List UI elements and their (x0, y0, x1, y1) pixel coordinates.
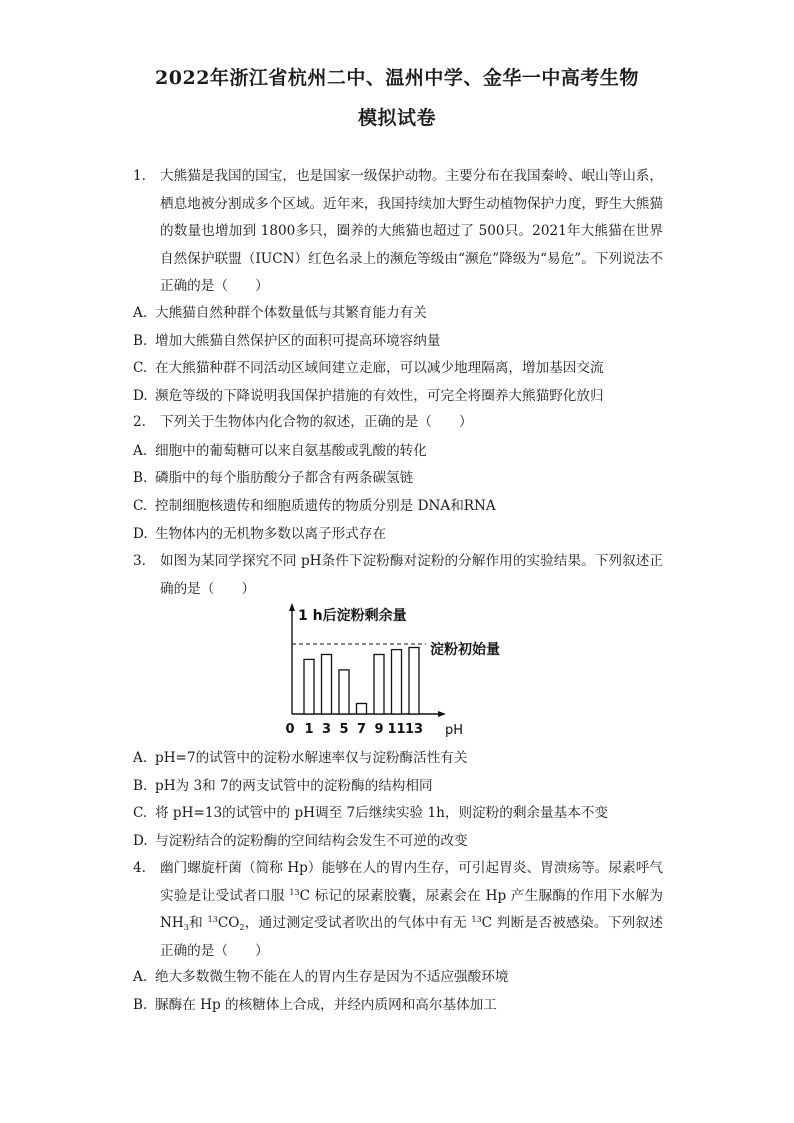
q1-option-d: D. 濒危等级的下降说明我国保护措施的有效性，可完全将圈养大熊猫野化放归 (133, 388, 604, 404)
question-stem: 下列关于生物体内化合物的叙述，正确的是（ ） (160, 414, 473, 430)
x-tick-label: 7 (356, 722, 367, 737)
q1-option-b: B. 增加大熊猫自然保护区的面积可提高环境容纳量 (133, 333, 441, 349)
question-3 (133, 548, 663, 603)
bar-ph-3 (322, 655, 332, 715)
bar-ph-7 (357, 704, 367, 715)
x-tick-label: 3 (321, 722, 332, 737)
x-tick-label: 13 (404, 722, 424, 737)
q4-option-b: B. 脲酶在 Hp 的核糖体上合成，并经内质网和高尔基体加工 (133, 997, 497, 1013)
initial-amount-label: 淀粉初始量 (430, 642, 500, 658)
x-tick-label: 1 (304, 722, 314, 737)
y-axis-arrow (289, 603, 295, 611)
x-axis-arrow (438, 711, 446, 717)
question-stem: 幽门螺旋杆菌（简称 Hp）能够在人的胃内生存，可引起胃炎、胃溃疡等。尿素呼气实验是让受试者口服 $^{13}$C 标记的尿素胶囊，尿素会在 Hp 产生脲酶的作用下水解为 $NH_3$和 $^{13}CO_2$，通过测定受试者吹出的气体中有无 $^{13}$C 判断是否被感染。下列叙述正确的是（ ） (160, 860, 663, 959)
question-2 (133, 409, 663, 437)
question-number: 1. (133, 168, 146, 184)
q2-option-c: C. 控制细胞核遗传和细胞质遗传的物质分别是 DNA和RNA (133, 498, 496, 514)
x-tick-label: 9 (374, 722, 384, 737)
q3-option-a: A. pH=7的试管中的淀粉水解速率仅与淀粉酶活性有关 (133, 750, 468, 766)
q2-option-b: B. 磷脂中的每个脂肪酸分子都含有两条碳氢链 (133, 470, 414, 486)
question-number: 4. (133, 860, 146, 876)
question-number: 2. (133, 414, 146, 430)
q4-option-a: A. 绝大多数微生物不能在人的胃内生存是因为不适应强酸环境 (133, 969, 509, 985)
q1-option-c: C. 在大熊猫种群不同活动区域间建立走廊，可以减少地理隔离，增加基因交流 (133, 360, 604, 376)
bar-ph-13 (409, 648, 419, 715)
q3-option-c: C. 将 pH=13的试管中的 pH调至 7后继续实验 1h，则淀粉的剩余量基本不变 (133, 805, 608, 821)
q3-option-b: B. pH为 3和 7的两支试管中的淀粉酶的结构相同 (133, 778, 433, 794)
bar-ph-5 (339, 670, 349, 714)
question-number: 3. (133, 553, 146, 569)
question-1 (133, 163, 663, 301)
x-tick-label: 0 (285, 722, 295, 737)
q2-option-d: D. 生物体内的无机物多数以离子形式存在 (133, 526, 387, 542)
starch-remaining-chart (280, 600, 530, 750)
y-axis-label: 1 h后淀粉剩余量 (298, 608, 407, 624)
x-tick-label: 5 (339, 722, 349, 737)
question-stem: 大熊猫是我国的国宝，也是国家一级保护动物。主要分布在我国秦岭、岷山等山系，栖息地被分割成多个区域。近年来，我国持续加大野生动植物保护力度，野生大熊猫的数量也增加到 1800多只，圈养的大熊猫也超过了 500只。2021年大熊猫在世界自然保护联盟（IUCN）红色名录上的濒危等级由“濒危”降级为“易危”。下列说法不正确的是（ ） (160, 168, 663, 294)
exam-title-line2: 模拟试卷 (357, 107, 436, 129)
q3-option-d: D. 与淀粉结合的淀粉酶的空间结构会发生不可逆的改变 (133, 833, 468, 849)
bar-ph-9 (374, 655, 384, 715)
q1-option-a: A. 大熊猫自然种群个体数量低与其繁育能力有关 (133, 305, 427, 321)
exam-title-line1: 2022年浙江省杭州二中、温州中学、金华一中高考生物 (155, 67, 639, 89)
bar-ph-1 (304, 659, 314, 714)
question-stem: 如图为某同学探究不同 pH条件下淀粉酶对淀粉的分解作用的实验结果。下列叙述正确的是（ ） (160, 553, 663, 597)
bar-ph-11 (392, 650, 402, 714)
x-axis-label: pH (445, 723, 464, 738)
q2-option-a: A. 细胞中的葡萄糖可以来自氨基酸或乳酸的转化 (133, 443, 427, 459)
question-4 (133, 855, 663, 965)
x-tick-label: 11 (387, 722, 406, 737)
